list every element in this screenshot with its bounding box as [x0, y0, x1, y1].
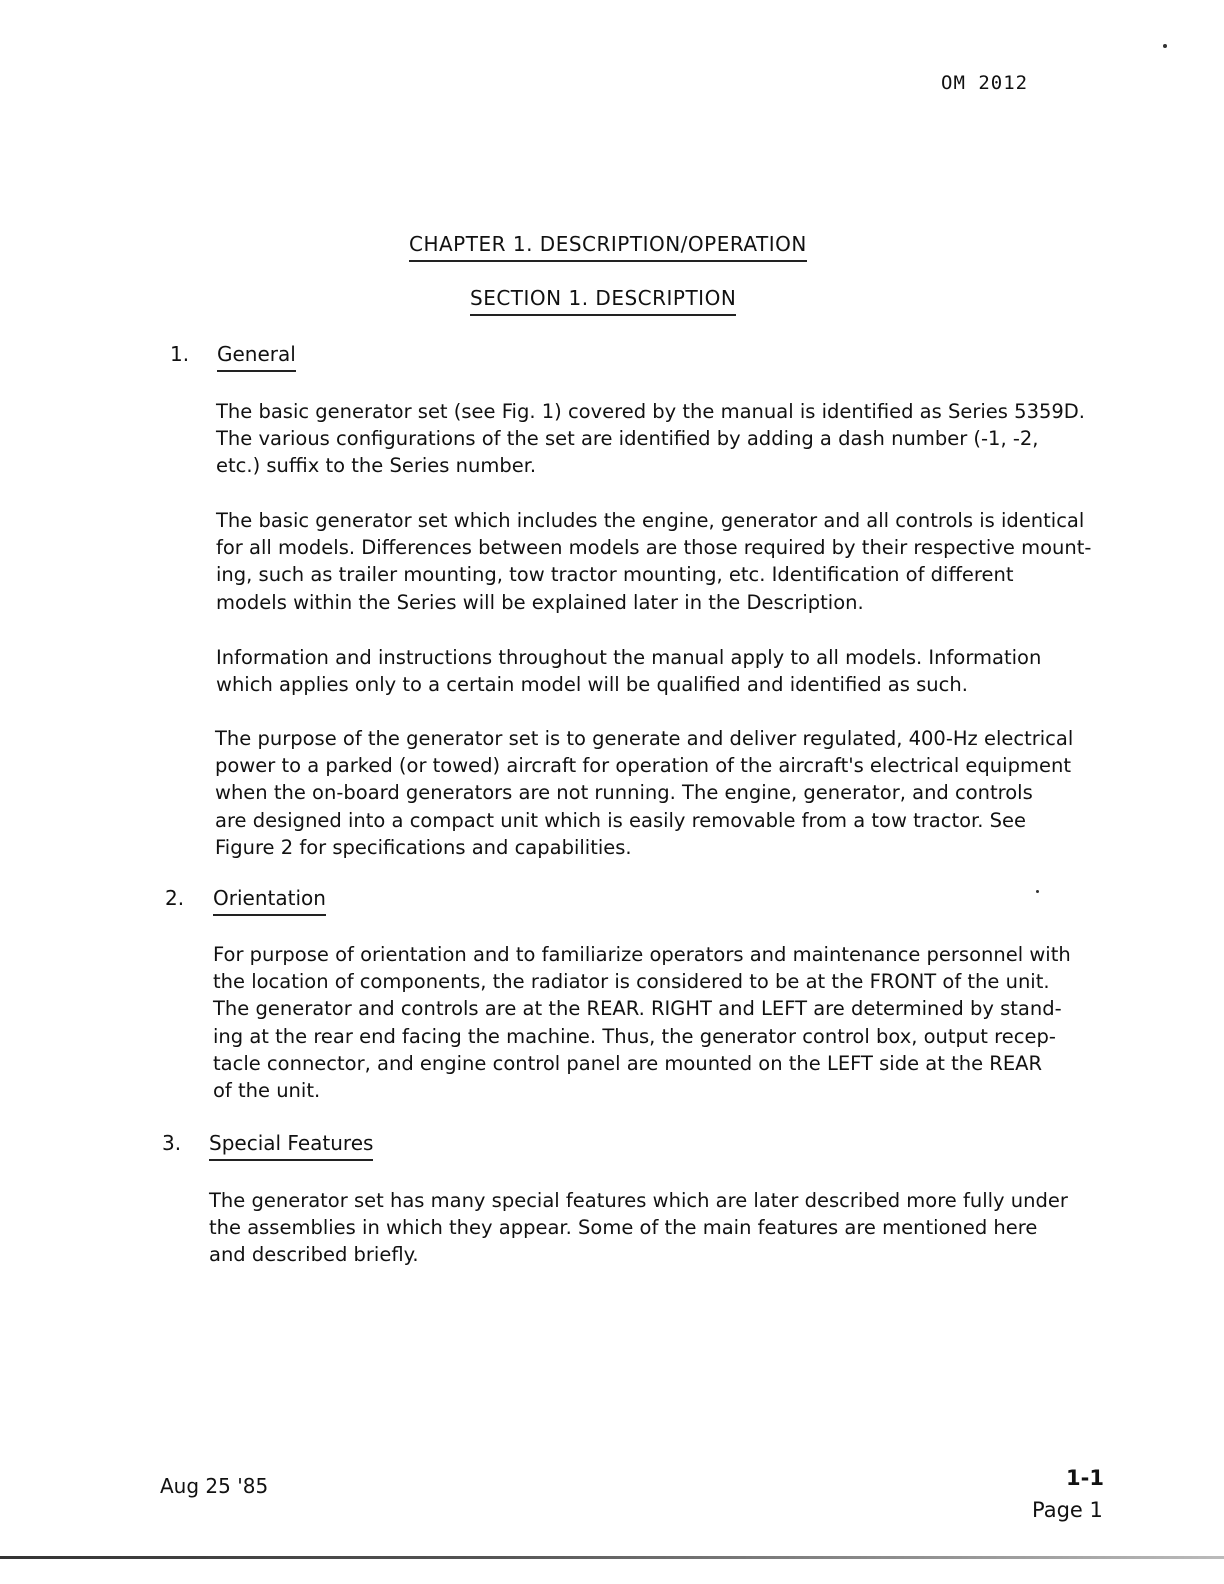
- text-line: The purpose of the generator set is to generate and deliver regulated, 400-Hz electrical: [215, 727, 1074, 750]
- text-line: which applies only to a certain model will be qualified and identified as such.: [216, 673, 968, 697]
- text-line: tacle connector, and engine control panel are mounted on the LEFT side at the REAR: [213, 1051, 1043, 1075]
- text-line: and described briefly.: [209, 1243, 419, 1267]
- section-number: 3.: [162, 1131, 182, 1155]
- text-line: the location of components, the radiator is considered to be at the FRONT of the unit.: [213, 970, 1050, 994]
- text-line: ing at the rear end facing the machine. Thus, the generator control box, output recep-: [213, 1024, 1056, 1048]
- text-line: etc.) suffix to the Series number.: [216, 454, 537, 478]
- footer-page-label: Page 1: [1032, 1498, 1103, 1522]
- text-line: the assemblies in which they appear. Some of the main features are mentioned here: [209, 1216, 1038, 1240]
- text-line: The basic generator set (see Fig. 1) covered by the manual is identified as Series 5359D.: [216, 400, 1085, 423]
- paragraph: [216, 507, 1116, 616]
- text-line: for all models. Differences between models are those required by their respective mount-: [216, 536, 1092, 560]
- text-line: when the on-board generators are not running. The engine, generator, and controls: [215, 781, 1033, 805]
- document-id: OM 2012: [941, 72, 1029, 94]
- text-line: are designed into a compact unit which is easily removable from a tow tractor. See: [215, 808, 1027, 832]
- text-line: The generator set has many special features which are later described more fully under: [209, 1189, 1068, 1212]
- text-line: The various configurations of the set are identified by adding a dash number (-1, -2,: [216, 427, 1039, 451]
- section-heading-general: General: [217, 342, 296, 372]
- text-line: The basic generator set which includes the engine, generator and all controls is identical: [216, 509, 1085, 532]
- text-line: ing, such as trailer mounting, tow tractor mounting, etc. Identification of different: [216, 563, 1014, 587]
- section-heading-orientation: Orientation: [213, 886, 326, 916]
- footer-page-ref: 1-1: [1066, 1466, 1104, 1490]
- text-line: Information and instructions throughout the manual apply to all models. Information: [216, 646, 1042, 669]
- section-title: SECTION 1. DESCRIPTION: [470, 286, 736, 316]
- footer-date: Aug 25 '85: [160, 1474, 269, 1498]
- text-line: power to a parked (or towed) aircraft for operation of the aircraft's electrical equipment: [215, 754, 1071, 778]
- stray-mark: [1163, 44, 1167, 48]
- text-line: models within the Series will be explained later in the Description.: [216, 590, 864, 614]
- section-number: 2.: [165, 886, 185, 910]
- paragraph: [209, 1187, 1109, 1269]
- paragraph: [216, 398, 1116, 480]
- scan-edge-line: [0, 1556, 1224, 1559]
- text-line: Figure 2 for specifications and capabilities.: [215, 835, 632, 859]
- text-line: The generator and controls are at the REAR. RIGHT and LEFT are determined by stand-: [213, 997, 1062, 1021]
- chapter-title: CHAPTER 1. DESCRIPTION/OPERATION: [409, 232, 807, 262]
- section-heading-special-features: Special Features: [209, 1131, 373, 1161]
- paragraph: [215, 725, 1115, 861]
- text-line: For purpose of orientation and to familiarize operators and maintenance personnel with: [213, 943, 1071, 966]
- paragraph: [216, 644, 1116, 698]
- stray-dot: [1036, 890, 1039, 893]
- text-line: of the unit.: [213, 1079, 321, 1103]
- paragraph: [213, 941, 1113, 1104]
- section-number: 1.: [170, 342, 190, 366]
